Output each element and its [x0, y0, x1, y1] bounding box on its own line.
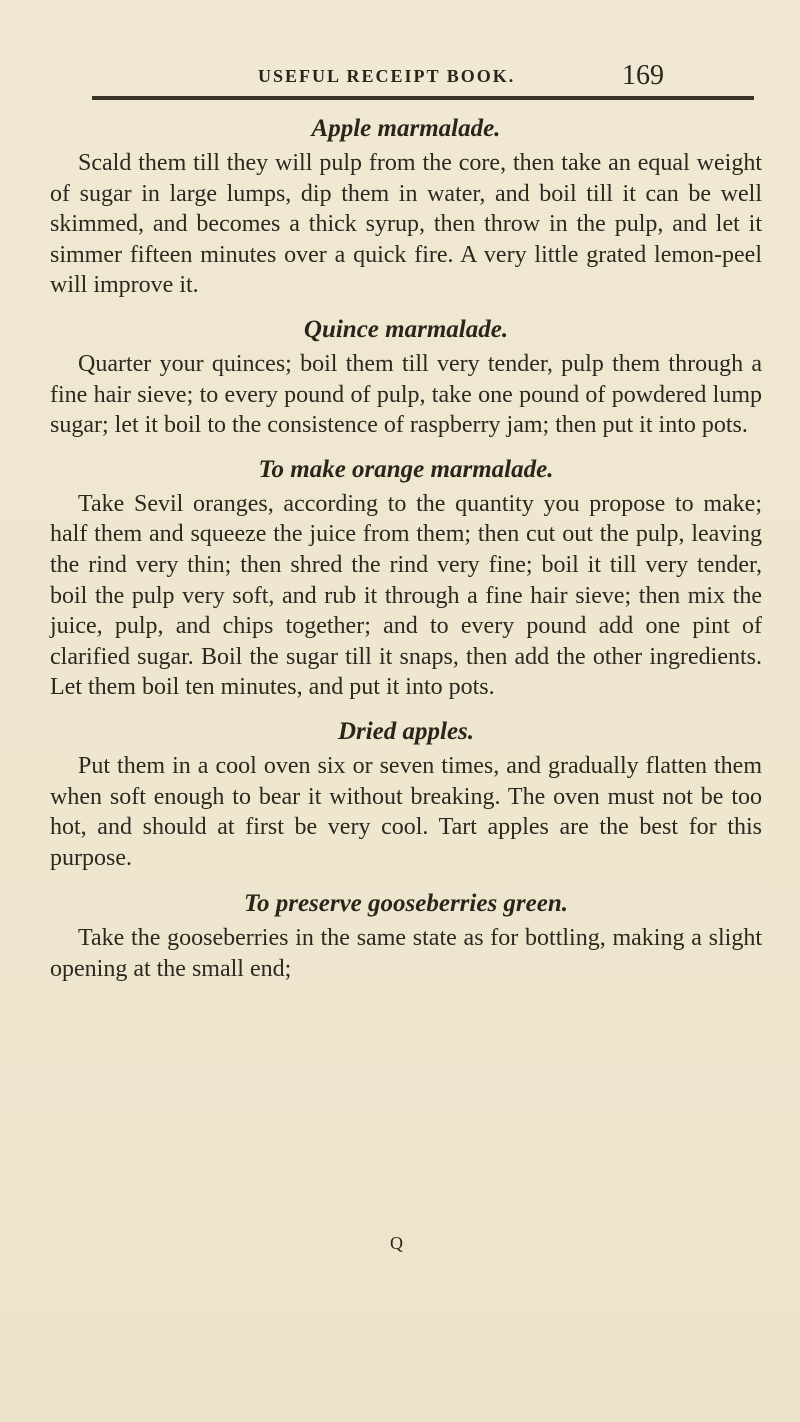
section-title: Apple marmalade.	[311, 115, 501, 142]
section-title: Dried apples.	[337, 717, 475, 745]
section-text: Quarter your quinces; boil them till very tender, pulp them through a fine hair sieve; to every pound of pulp, take one pound of powdered lump sugar; let it boil to the consistence of raspberry jam; then put it into pots.	[50, 350, 762, 439]
signature-mark: Q	[390, 1233, 403, 1253]
section-title: To preserve gooseberries green.	[243, 890, 569, 918]
section-title: Quince marmalade.	[303, 315, 509, 343]
page-number: 169	[622, 60, 664, 91]
header-rule	[92, 96, 754, 100]
section-title: To make orange marmalade.	[258, 455, 554, 483]
section-text: Take the gooseberries in the same state as for bottling, making a slight opening at the small end;	[50, 925, 762, 982]
section-text: Put them in a cool oven six or seven times, and gradually flatten them when soft enough to bear it without breaking. The oven must not be too hot, and should at first be very cool. Tart apples are the best for this purpose.	[50, 752, 762, 871]
section-text: Scald them till they will pulp from the core, then take an equal weight of sugar in large lumps, dip them in water, and boil till it can be well skimmed, and becomes a thick syrup, then throw in the pulp, and let it simmer fifteen minutes over a quick fire. A very little grated lemon-peel will improve it.	[50, 150, 762, 299]
section-text: Take Sevil oranges, according to the quantity you propose to make; half them and squeeze the juice from them; then cut out the pulp, leaving the rind very thin; then shred the rind very fine; boil it till very tender, boil the pulp very soft, and rub it through a fine hair sieve; then mix the juice, pulp, and chips together; and to every pound add one pint of clarified sugar. Boil the sugar till it snaps, then add the other ingredients. Let them boil ten minutes, and put it into pots.	[50, 490, 762, 701]
recipe-content	[50, 112, 762, 984]
page-header	[0, 62, 800, 96]
running-title: USEFUL RECEIPT BOOK.	[258, 66, 516, 86]
